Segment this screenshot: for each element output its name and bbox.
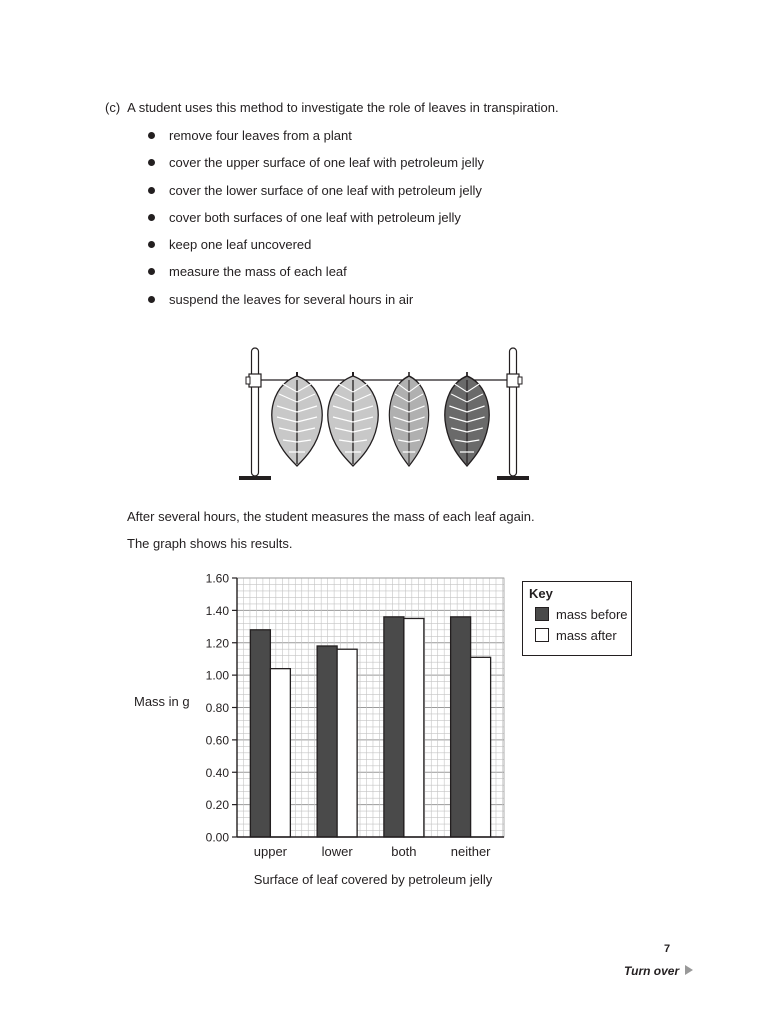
bar-chart <box>120 565 520 895</box>
leaf-lower-covered <box>328 372 378 466</box>
question-intro-text: A student uses this method to investigate the role of leaves in transpiration. <box>127 100 559 115</box>
y-tick-label: 1.20 <box>205 636 229 651</box>
legend-swatch-after <box>535 628 549 642</box>
arrow-right-icon <box>685 965 693 975</box>
method-step <box>148 291 484 318</box>
legend-item-after <box>535 628 617 643</box>
method-step <box>148 209 484 236</box>
after-several-hours-text: After several hours, the student measures the mass of each leaf again. <box>127 509 535 524</box>
bullet-icon <box>148 214 155 221</box>
method-step <box>148 236 484 263</box>
stand-base-left <box>239 476 271 480</box>
stand-rod-right <box>510 348 517 476</box>
stand-rod-left <box>252 348 259 476</box>
method-step <box>148 182 484 209</box>
legend-title: Key <box>529 586 553 601</box>
y-tick-label: 1.00 <box>205 668 229 683</box>
bullet-icon <box>148 159 155 166</box>
method-step <box>148 263 484 290</box>
method-step-text: cover the upper surface of one leaf with petroleum jelly <box>169 155 485 171</box>
y-tick-label: 1.60 <box>205 571 229 586</box>
y-tick-label: 1.40 <box>205 603 229 618</box>
legend-label-after: mass after <box>556 628 617 643</box>
x-tick-label: neither <box>450 844 491 859</box>
x-tick-label: upper <box>253 844 287 859</box>
legend-label-before: mass before <box>556 607 628 622</box>
bar-both-after <box>404 618 424 837</box>
leaf-upper-covered <box>272 372 322 466</box>
leaf-both-covered <box>389 372 428 466</box>
bar-lower-before <box>317 646 337 837</box>
x-tick-label: lower <box>321 844 353 859</box>
method-list <box>148 127 484 318</box>
legend-swatch-before <box>535 607 549 621</box>
bullet-icon <box>148 187 155 194</box>
method-step <box>148 127 484 154</box>
question-part-label: (c) <box>105 100 121 115</box>
bullet-icon <box>148 296 155 303</box>
y-tick-label: 0.80 <box>205 701 229 715</box>
legend-item-before <box>535 607 628 622</box>
method-step-text: keep one leaf uncovered <box>169 237 312 253</box>
y-tick-label: 0.20 <box>205 798 229 813</box>
method-step-text: measure the mass of each leaf <box>169 264 347 280</box>
page-number: 7 <box>664 943 671 955</box>
bar-upper-after <box>270 669 290 837</box>
stand-base-right <box>497 476 529 480</box>
bar-lower-after <box>337 649 357 837</box>
bar-neither-before <box>451 617 471 837</box>
y-tick-label: 0.00 <box>205 830 229 845</box>
clamp-left <box>249 374 261 387</box>
bullet-icon <box>148 241 155 248</box>
chart-legend <box>522 581 632 656</box>
x-tick-label: both <box>391 844 417 859</box>
y-axis-label: Mass in g <box>134 694 190 709</box>
question-intro <box>105 100 559 115</box>
method-step-text: cover the lower surface of one leaf with petroleum jelly <box>169 182 482 198</box>
y-tick-label: 0.40 <box>205 765 229 780</box>
bar-upper-before <box>250 630 270 837</box>
bullet-icon <box>148 268 155 275</box>
method-step-text: suspend the leaves for several hours in air <box>169 291 414 307</box>
turn-over-label <box>624 964 693 978</box>
y-tick-label: 0.60 <box>205 733 229 748</box>
turn-over-text: Turn over <box>624 964 680 978</box>
method-step-text: cover both surfaces of one leaf with petroleum jelly <box>169 209 461 225</box>
clamp-right <box>507 374 519 387</box>
method-step <box>148 154 484 181</box>
method-step-text: remove four leaves from a plant <box>169 128 352 143</box>
leaf-apparatus-illustration <box>235 340 535 490</box>
x-axis-label: Surface of leaf covered by petroleum jelly <box>253 872 493 887</box>
bar-neither-after <box>471 657 491 837</box>
leaf-uncovered <box>445 372 489 466</box>
bar-both-before <box>384 617 404 837</box>
bullet-icon <box>148 132 155 139</box>
graph-shows-text: The graph shows his results. <box>127 536 293 551</box>
